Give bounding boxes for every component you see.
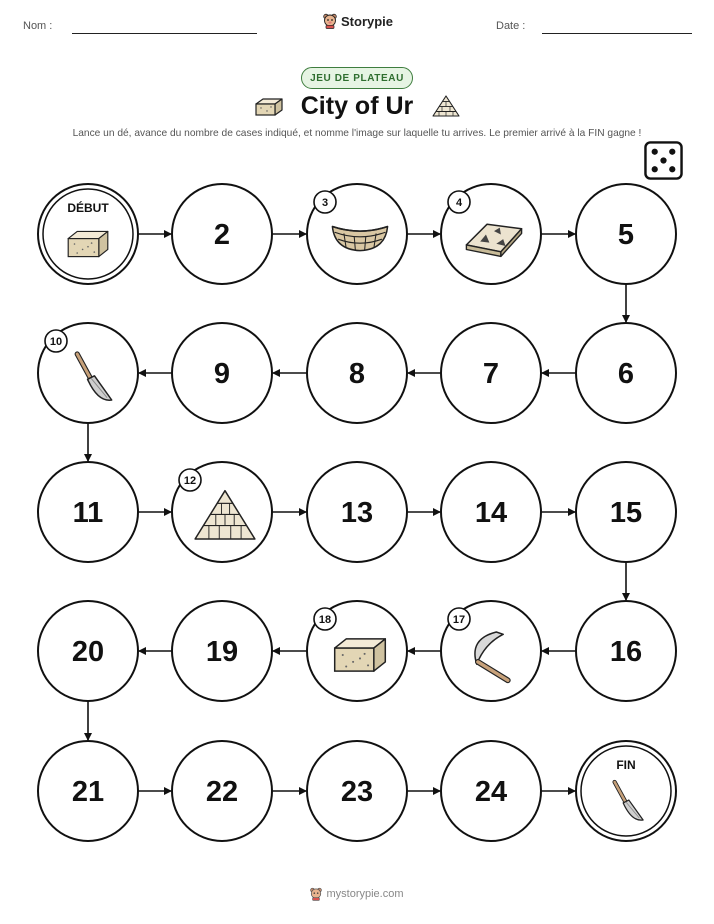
board-cells: [38, 184, 676, 841]
board-space: [441, 184, 541, 284]
board-space: [576, 601, 676, 701]
footer: [0, 887, 714, 901]
space-number-badge-label: 18: [318, 614, 332, 626]
space-number: 21: [71, 776, 105, 808]
finish-label: FIN: [616, 758, 636, 772]
brand-name: Storypie: [341, 13, 394, 29]
space-number-badge-label: 3: [321, 197, 329, 209]
board-space: [38, 323, 138, 423]
space-number-badge-label: 12: [183, 475, 197, 487]
board-space: [172, 741, 272, 841]
board-space: [307, 184, 407, 284]
start-label: DÉBUT: [67, 201, 109, 215]
board-space: [172, 601, 272, 701]
name-label: Nom :: [23, 20, 53, 32]
page-title: City of Ur: [300, 92, 414, 120]
date-label: Date :: [496, 20, 526, 32]
space-number: 24: [474, 776, 508, 808]
board-space: [307, 323, 407, 423]
space-number: 2: [213, 219, 231, 251]
footer-url[interactable]: mystorypie.com: [326, 888, 404, 900]
space-number: 13: [340, 497, 374, 529]
space-number: 8: [348, 358, 366, 390]
board-space: [172, 184, 272, 284]
space-number: 9: [213, 358, 231, 390]
board-space: [307, 741, 407, 841]
board-space: [172, 462, 272, 562]
board-space: [576, 462, 676, 562]
board-space: [441, 601, 541, 701]
brick-icon: [335, 639, 386, 671]
space-number-badge-label: 17: [452, 614, 466, 626]
board-space: [307, 462, 407, 562]
space-number: 14: [474, 497, 508, 529]
space-number: 7: [482, 358, 500, 390]
mascot-icon: [310, 887, 322, 901]
space-number: 5: [617, 219, 635, 251]
space-number: 22: [205, 776, 239, 808]
space-number: 20: [71, 636, 105, 668]
space-number: 23: [340, 776, 374, 808]
board-space: [307, 601, 407, 701]
board-space: [576, 184, 676, 284]
start-space: [38, 184, 138, 284]
space-number: 6: [617, 358, 635, 390]
board-space: [38, 601, 138, 701]
space-number: 11: [72, 497, 104, 529]
game-type-badge: JEU DE PLATEAU: [301, 67, 413, 89]
brick-icon: [68, 231, 108, 256]
space-number: 19: [205, 636, 239, 668]
instructions: Lance un dé, avance du nombre de cases indiqué, et nomme l'image sur laquelle tu arrives. Le premier arrivé à la FIN gagne !: [72, 128, 642, 139]
space-number: 16: [609, 636, 643, 668]
space-circle: [576, 741, 676, 841]
finish-space: [576, 741, 676, 841]
board-space: [172, 323, 272, 423]
board-space: [441, 323, 541, 423]
board-space: [38, 462, 138, 562]
board-space: [38, 741, 138, 841]
board-space: [576, 323, 676, 423]
board-space: [441, 462, 541, 562]
space-number-badge-label: 4: [455, 197, 463, 209]
space-number-badge-label: 10: [49, 336, 63, 348]
space-number: 15: [609, 497, 643, 529]
board-space: [441, 741, 541, 841]
